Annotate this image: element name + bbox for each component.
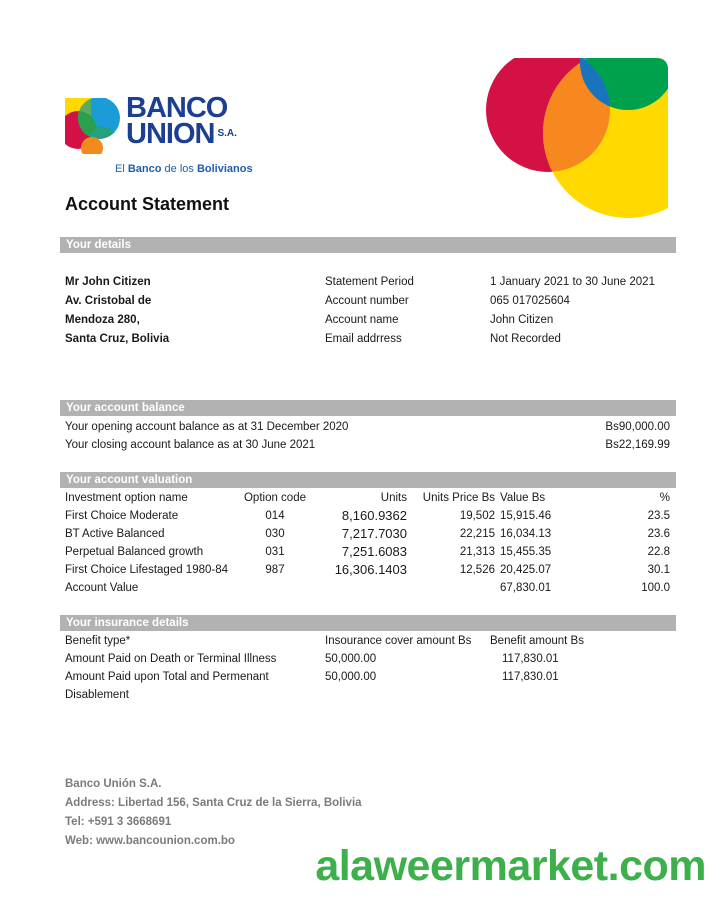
footer-address: Address: Libertad 156, Santa Cruz de la Sierra, Bolivia [65, 797, 362, 809]
table-cell: 117,830.01 [502, 653, 559, 665]
field-value: Not Recorded [490, 333, 561, 345]
table-cell: 21,313 [459, 546, 495, 558]
details-section [65, 273, 670, 349]
balance-value: Bs90,000.00 [605, 421, 670, 433]
footer-company-name: Banco Unión S.A. [65, 778, 162, 790]
table-cell: 30.1 [647, 564, 670, 576]
balance-row [65, 436, 670, 454]
table-cell: Account Value [65, 582, 139, 594]
table-cell: 50,000.00 [325, 653, 377, 665]
page-title: Account Statement [65, 194, 230, 214]
field-value: 065 017025604 [490, 295, 570, 307]
field-label: Account number [325, 295, 409, 307]
column-header: Investment option name [65, 492, 188, 504]
balance-label: Your opening account balance as at 31 December 2020 [65, 421, 349, 433]
table-cell: 67,830.01 [500, 582, 552, 594]
balance-section [65, 418, 670, 454]
table-cell: 15,455.35 [500, 546, 552, 558]
valuation-table [65, 489, 670, 597]
table-cell: First Choice Moderate [65, 510, 179, 522]
details-field-values [490, 273, 670, 349]
table-cell: 22.8 [647, 546, 670, 558]
table-cell: 20,425.07 [500, 564, 552, 576]
table-cell: 987 [265, 564, 285, 576]
column-header: Units [380, 492, 407, 504]
table-cell: 23.5 [647, 510, 670, 522]
table-cell: 50,000.00 [325, 671, 377, 683]
table-cell [237, 579, 313, 597]
column-header: Benefit type* [65, 635, 131, 647]
banco-union-logo-icon [65, 98, 121, 159]
balance-row [65, 418, 670, 436]
section-header-account-balance: Your account balance [60, 400, 676, 416]
table-cell [313, 579, 407, 597]
table-cell: 16,306.1403 [334, 562, 407, 577]
insurance-table [65, 632, 670, 704]
table-cell: First Choice Lifestaged 1980-84 [65, 564, 229, 576]
table-cell: Perpetual Balanced growth [65, 546, 204, 558]
table-cell: 030 [265, 528, 285, 540]
column-header: Benefit amount Bs [490, 635, 584, 647]
field-value: 1 January 2021 to 30 June 2021 [490, 276, 655, 288]
bank-contact-footer [65, 775, 362, 851]
table-cell: 16,034.13 [500, 528, 552, 540]
brand-name-line2: UNION [126, 118, 215, 150]
table-cell: 031 [265, 546, 285, 558]
table-cell: 100.0 [641, 582, 670, 594]
column-header: Insourance cover amount Bs [325, 635, 472, 647]
table-cell: 014 [265, 510, 285, 522]
column-header: Option code [243, 492, 306, 504]
section-header-insurance-details: Your insurance details [60, 615, 676, 631]
address-line: Mendoza 280, [65, 314, 140, 326]
field-value: John Citizen [490, 314, 554, 326]
table-cell: 15,915.46 [500, 510, 552, 522]
details-field-labels [325, 273, 490, 349]
table-cell: 117,830.01 [502, 671, 559, 683]
table-cell: 12,526 [459, 564, 495, 576]
column-header: Value Bs [500, 492, 546, 504]
address-line: Av. Cristobal de [65, 295, 152, 307]
field-label: Statement Period [325, 276, 414, 288]
field-label: Account name [325, 314, 399, 326]
decorative-circles-graphic [460, 58, 668, 220]
table-cell: 7,217.7030 [341, 526, 407, 541]
section-header-your-details: Your details [60, 237, 676, 253]
table-cell: Amount Paid upon Total and Permenant Disablement [65, 671, 269, 701]
balance-value: Bs22,169.99 [605, 439, 670, 451]
table-cell: BT Active Balanced [65, 528, 165, 540]
address-line: Mr John Citizen [65, 276, 151, 288]
brand-suffix: S.A. [217, 128, 237, 139]
banco-union-logo [65, 92, 253, 175]
balance-label: Your closing account balance as at 30 June 2021 [65, 439, 316, 451]
table-cell: 19,502 [459, 510, 495, 522]
brand-tagline: El Banco de los Bolivianos [115, 163, 253, 175]
watermark-text: alaweermarket.com [315, 842, 706, 890]
customer-address [65, 273, 325, 349]
section-header-account-valuation: Your account valuation [60, 472, 676, 488]
column-header: Units Price Bs [422, 492, 495, 504]
table-cell: Amount Paid on Death or Terminal Illness [65, 653, 277, 665]
table-cell: 8,160.9362 [341, 508, 407, 523]
brand-name-line1: BANCO [126, 92, 228, 124]
table-cell: 23.6 [647, 528, 670, 540]
footer-telephone: Tel: +591 3 3668691 [65, 816, 172, 828]
address-line: Santa Cruz, Bolivia [65, 333, 170, 345]
column-header: % [659, 492, 670, 504]
table-cell: 22,215 [459, 528, 495, 540]
field-label: Email addrress [325, 333, 402, 345]
table-cell [407, 579, 495, 597]
footer-website: Web: www.bancounion.com.bo [65, 835, 235, 847]
table-cell: 7,251.6083 [341, 544, 407, 559]
